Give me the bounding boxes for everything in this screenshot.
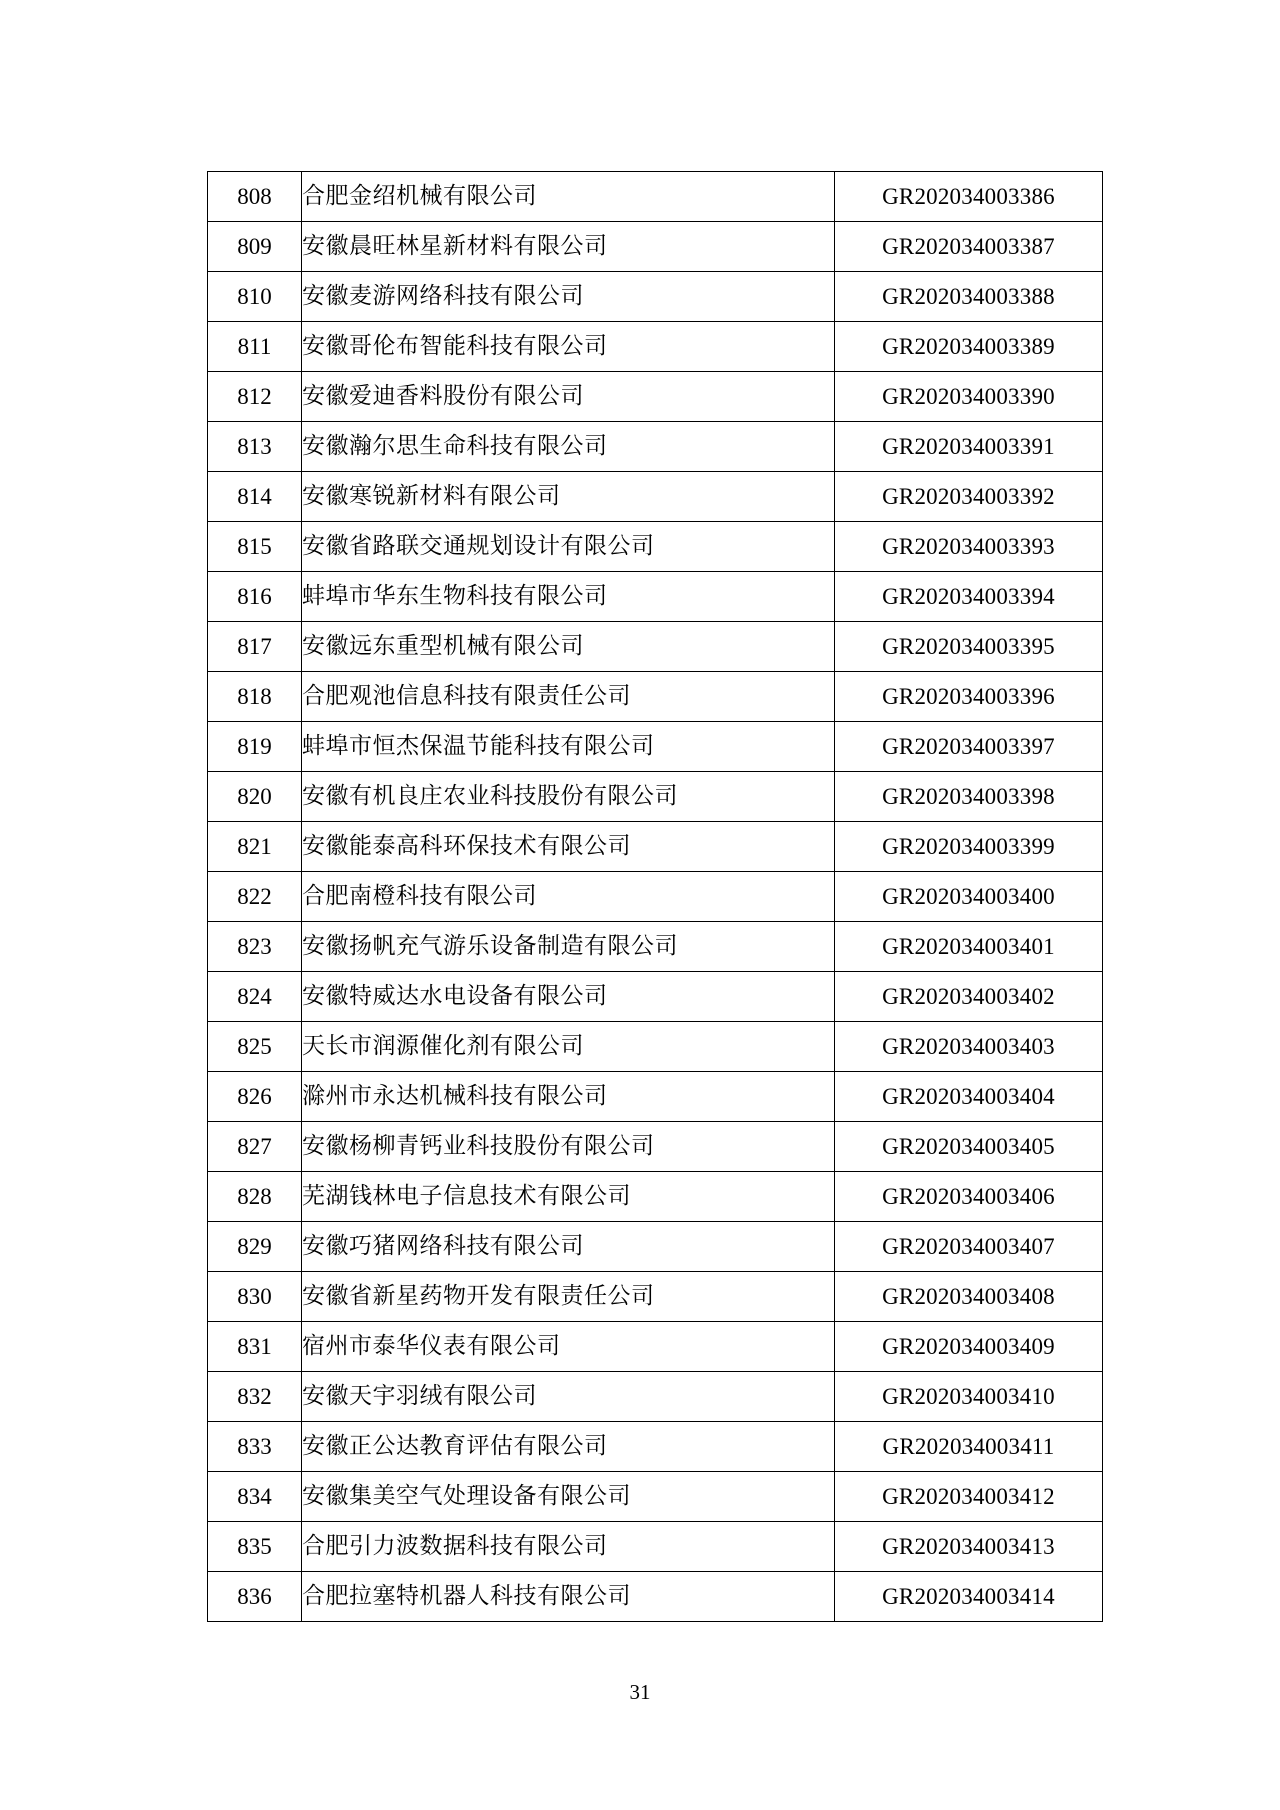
table-row — [208, 522, 1103, 572]
certificate-number-cell: GR202034003395 — [835, 622, 1103, 672]
row-number-cell: 827 — [208, 1122, 302, 1172]
table-row — [208, 172, 1103, 222]
row-number-cell: 815 — [208, 522, 302, 572]
company-name-cell: 安徽正公达教育评估有限公司 — [302, 1422, 835, 1472]
row-number-cell: 836 — [208, 1572, 302, 1622]
certificate-number-cell: GR202034003400 — [835, 872, 1103, 922]
row-number-cell: 808 — [208, 172, 302, 222]
table-row — [208, 222, 1103, 272]
table-row — [208, 1572, 1103, 1622]
company-name-cell: 合肥金绍机械有限公司 — [302, 172, 835, 222]
table-row — [208, 472, 1103, 522]
certificate-number-cell: GR202034003398 — [835, 772, 1103, 822]
row-number-cell: 825 — [208, 1022, 302, 1072]
table-row — [208, 322, 1103, 372]
page-number: 31 — [629, 1680, 651, 1704]
row-number-cell: 823 — [208, 922, 302, 972]
company-name-cell: 安徽特威达水电设备有限公司 — [302, 972, 835, 1022]
row-number-cell: 834 — [208, 1472, 302, 1522]
table-row — [208, 372, 1103, 422]
company-name-cell: 安徽爱迪香料股份有限公司 — [302, 372, 835, 422]
row-number-cell: 817 — [208, 622, 302, 672]
row-number-cell: 811 — [208, 322, 302, 372]
table-row — [208, 1022, 1103, 1072]
row-number-cell: 816 — [208, 572, 302, 622]
certificate-number-cell: GR202034003396 — [835, 672, 1103, 722]
table-row — [208, 1072, 1103, 1122]
table-row — [208, 1422, 1103, 1472]
certificate-number-cell: GR202034003392 — [835, 472, 1103, 522]
row-number-cell: 828 — [208, 1172, 302, 1222]
company-name-cell: 安徽寒锐新材料有限公司 — [302, 472, 835, 522]
table-row — [208, 1122, 1103, 1172]
certificate-number-cell: GR202034003403 — [835, 1022, 1103, 1072]
table-row — [208, 772, 1103, 822]
row-number-cell: 822 — [208, 872, 302, 922]
table-body — [208, 172, 1103, 1622]
table-row — [208, 622, 1103, 672]
certificate-number-cell: GR202034003387 — [835, 222, 1103, 272]
table-row — [208, 422, 1103, 472]
certificate-number-cell: GR202034003405 — [835, 1122, 1103, 1172]
row-number-cell: 813 — [208, 422, 302, 472]
company-name-cell: 滁州市永达机械科技有限公司 — [302, 1072, 835, 1122]
company-name-cell: 安徽远东重型机械有限公司 — [302, 622, 835, 672]
company-name-cell: 合肥南橙科技有限公司 — [302, 872, 835, 922]
table-row — [208, 822, 1103, 872]
table-row — [208, 1172, 1103, 1222]
table-row — [208, 572, 1103, 622]
table-row — [208, 972, 1103, 1022]
row-number-cell: 833 — [208, 1422, 302, 1472]
certificate-number-cell: GR202034003390 — [835, 372, 1103, 422]
row-number-cell: 814 — [208, 472, 302, 522]
company-name-cell: 天长市润源催化剂有限公司 — [302, 1022, 835, 1072]
row-number-cell: 821 — [208, 822, 302, 872]
certificate-number-cell: GR202034003406 — [835, 1172, 1103, 1222]
company-name-cell: 安徽省新星药物开发有限责任公司 — [302, 1272, 835, 1322]
table-row — [208, 1322, 1103, 1372]
row-number-cell: 835 — [208, 1522, 302, 1572]
table-row — [208, 722, 1103, 772]
company-name-cell: 芜湖钱林电子信息技术有限公司 — [302, 1172, 835, 1222]
certificate-number-cell: GR202034003408 — [835, 1272, 1103, 1322]
row-number-cell: 831 — [208, 1322, 302, 1372]
row-number-cell: 829 — [208, 1222, 302, 1272]
certificate-number-cell: GR202034003391 — [835, 422, 1103, 472]
company-name-cell: 蚌埠市恒杰保温节能科技有限公司 — [302, 722, 835, 772]
company-name-cell: 安徽巧猪网络科技有限公司 — [302, 1222, 835, 1272]
company-name-cell: 安徽集美空气处理设备有限公司 — [302, 1472, 835, 1522]
row-number-cell: 819 — [208, 722, 302, 772]
table-row — [208, 1272, 1103, 1322]
certificate-number-cell: GR202034003414 — [835, 1572, 1103, 1622]
company-name-cell: 安徽能泰高科环保技术有限公司 — [302, 822, 835, 872]
company-name-cell: 合肥拉塞特机器人科技有限公司 — [302, 1572, 835, 1622]
table-row — [208, 922, 1103, 972]
certificate-number-cell: GR202034003394 — [835, 572, 1103, 622]
certificate-number-cell: GR202034003388 — [835, 272, 1103, 322]
row-number-cell: 812 — [208, 372, 302, 422]
certificate-number-cell: GR202034003411 — [835, 1422, 1103, 1472]
company-name-cell: 安徽哥伦布智能科技有限公司 — [302, 322, 835, 372]
certificate-number-cell: GR202034003407 — [835, 1222, 1103, 1272]
certificate-number-cell: GR202034003399 — [835, 822, 1103, 872]
certificate-number-cell: GR202034003402 — [835, 972, 1103, 1022]
certificate-number-cell: GR202034003397 — [835, 722, 1103, 772]
table-row — [208, 1222, 1103, 1272]
company-name-cell: 安徽晨旺林星新材料有限公司 — [302, 222, 835, 272]
row-number-cell: 830 — [208, 1272, 302, 1322]
table-row — [208, 272, 1103, 322]
company-name-cell: 安徽杨柳青钙业科技股份有限公司 — [302, 1122, 835, 1172]
certificate-number-cell: GR202034003409 — [835, 1322, 1103, 1372]
company-name-cell: 合肥观池信息科技有限责任公司 — [302, 672, 835, 722]
company-name-cell: 安徽省路联交通规划设计有限公司 — [302, 522, 835, 572]
certificate-number-cell: GR202034003412 — [835, 1472, 1103, 1522]
company-name-cell: 安徽有机良庄农业科技股份有限公司 — [302, 772, 835, 822]
certificate-number-cell: GR202034003393 — [835, 522, 1103, 572]
certificate-number-cell: GR202034003410 — [835, 1372, 1103, 1422]
certificate-number-cell: GR202034003401 — [835, 922, 1103, 972]
company-name-cell: 安徽天宇羽绒有限公司 — [302, 1372, 835, 1422]
row-number-cell: 826 — [208, 1072, 302, 1122]
company-name-cell: 合肥引力波数据科技有限公司 — [302, 1522, 835, 1572]
row-number-cell: 809 — [208, 222, 302, 272]
row-number-cell: 818 — [208, 672, 302, 722]
certificate-number-cell: GR202034003413 — [835, 1522, 1103, 1572]
table-row — [208, 1372, 1103, 1422]
company-name-cell: 蚌埠市华东生物科技有限公司 — [302, 572, 835, 622]
table-row — [208, 872, 1103, 922]
row-number-cell: 810 — [208, 272, 302, 322]
table-row — [208, 1522, 1103, 1572]
company-name-cell: 安徽麦游网络科技有限公司 — [302, 272, 835, 322]
company-name-cell: 安徽扬帆充气游乐设备制造有限公司 — [302, 922, 835, 972]
table-row — [208, 1472, 1103, 1522]
row-number-cell: 832 — [208, 1372, 302, 1422]
row-number-cell: 824 — [208, 972, 302, 1022]
company-name-cell: 安徽瀚尔思生命科技有限公司 — [302, 422, 835, 472]
table-row — [208, 672, 1103, 722]
enterprise-certificate-table — [207, 171, 1103, 1622]
certificate-number-cell: GR202034003404 — [835, 1072, 1103, 1122]
certificate-number-cell: GR202034003389 — [835, 322, 1103, 372]
row-number-cell: 820 — [208, 772, 302, 822]
certificate-number-cell: GR202034003386 — [835, 172, 1103, 222]
company-name-cell: 宿州市泰华仪表有限公司 — [302, 1322, 835, 1372]
